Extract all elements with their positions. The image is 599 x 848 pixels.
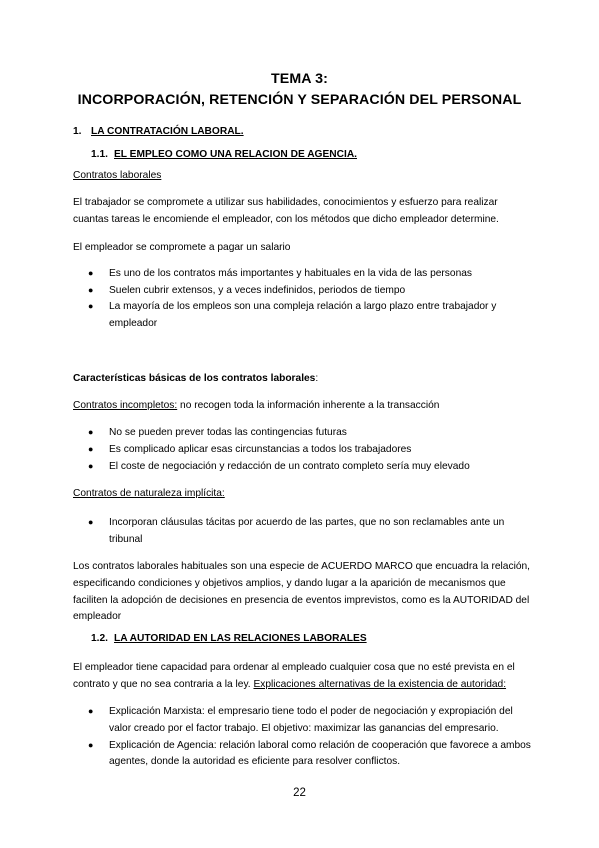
paragraph-line: El empleador se compromete a pagar un salario bbox=[73, 242, 291, 253]
section-1-1-heading: EL EMPLEO COMO UNA RELACION DE AGENCIA. bbox=[114, 149, 358, 160]
section-1-heading: LA CONTRATACIÓN LABORAL. bbox=[91, 126, 244, 137]
bullet-icon: ● bbox=[88, 444, 94, 454]
section-1-number: 1. bbox=[73, 126, 82, 137]
list-item: Explicación de Agencia: relación laboral como relación de cooperación que favorece a ambos bbox=[109, 740, 531, 751]
paragraph-line: El trabajador se compromete a utilizar sus habilidades, conocimientos y esfuerzo para realizar bbox=[73, 197, 498, 208]
list-item-continuation: agentes, donde la autoridad es eficiente para resolver conflictos. bbox=[109, 756, 401, 767]
list-item-continuation: empleador bbox=[109, 318, 158, 329]
caracteristicas-heading bbox=[73, 370, 318, 387]
paragraph-line: empleador bbox=[73, 611, 122, 622]
paragraph-line: Los contratos laborales habituales son una especie de ACUERDO MARCO que encuadra la relación, bbox=[73, 561, 530, 572]
list-item: Suelen cubrir extensos, y a veces indefinidos, periodos de tiempo bbox=[109, 285, 406, 296]
bullet-icon: ● bbox=[88, 427, 94, 437]
paragraph-line: cuantas tareas le encomiende el empleador, con los métodos que dicho empleador determine. bbox=[73, 214, 499, 225]
list-item: La mayoría de los empleos son una compleja relación a largo plazo entre trabajador y bbox=[109, 301, 497, 312]
list-item-continuation: tribunal bbox=[109, 534, 143, 545]
contratos-implicita-label: Contratos de naturaleza implícita: bbox=[73, 488, 225, 499]
bullet-icon: ● bbox=[88, 706, 94, 716]
paragraph-line: El empleador tiene capacidad para ordenar al empleado cualquier cosa que no esté prevista en el bbox=[73, 662, 515, 673]
section-1-2-number: 1.2. bbox=[91, 633, 108, 644]
contratos-incompletos-label: Contratos incompletos: bbox=[73, 400, 178, 411]
list-item: No se pueden prever todas las contingencias futuras bbox=[109, 427, 347, 438]
paragraph-line: especificando condiciones y objetivos amplios, y dando lugar a la aparición de mecanismos que bbox=[73, 578, 506, 589]
paragraph-text: contrato y que no sea contraria a la ley. bbox=[73, 679, 254, 690]
list-item: Es uno de los contratos más importantes y habituales en la vida de las personas bbox=[109, 268, 472, 279]
explicaciones-label: Explicaciones alternativas de la existencia de autoridad: bbox=[253, 679, 507, 690]
list-item: Es complicado aplicar esas circunstancias a todos los trabajadores bbox=[109, 444, 412, 455]
page-title-line1: TEMA 3: bbox=[271, 71, 328, 87]
section-1-2-heading: LA AUTORIDAD EN LAS RELACIONES LABORALES bbox=[114, 633, 367, 644]
caracteristicas-heading-text: Características básicas de los contratos laborales bbox=[73, 373, 316, 384]
list-item-continuation: valor creado por el factor trabajo. El objetivo: maximizar las ganancias del empresario. bbox=[109, 723, 499, 734]
bullet-icon: ● bbox=[88, 301, 94, 311]
page-number: 22 bbox=[293, 787, 306, 799]
contratos-incompletos-line bbox=[73, 397, 439, 414]
list-item: El coste de negociación y redacción de un contrato completo sería muy elevado bbox=[109, 461, 470, 472]
caracteristicas-heading-colon: : bbox=[315, 373, 319, 384]
bullet-icon: ● bbox=[88, 285, 94, 295]
list-item: Incorporan cláusulas tácitas por acuerdo de las partes, que no son reclamables ante un bbox=[109, 517, 505, 528]
bullet-icon: ● bbox=[88, 268, 94, 278]
list-item: Explicación Marxista: el empresario tiene todo el poder de negociación y expropiación del bbox=[109, 706, 513, 717]
contratos-laborales-heading: Contratos laborales bbox=[73, 170, 162, 181]
bullet-icon: ● bbox=[88, 461, 94, 471]
section-1-1-number: 1.1. bbox=[91, 149, 108, 160]
page-title-line2: INCORPORACIÓN, RETENCIÓN Y SEPARACIÓN DEL PERSONAL bbox=[77, 92, 522, 108]
bullet-icon: ● bbox=[88, 740, 94, 750]
contratos-incompletos-text: no recogen toda la información inherente a la transacción bbox=[177, 400, 440, 411]
paragraph-line bbox=[73, 676, 506, 693]
paragraph-line: faciliten la adopción de decisiones en presencia de eventos imprevistos, como es la AUTORIDAD del bbox=[73, 595, 530, 606]
bullet-icon: ● bbox=[88, 517, 94, 527]
